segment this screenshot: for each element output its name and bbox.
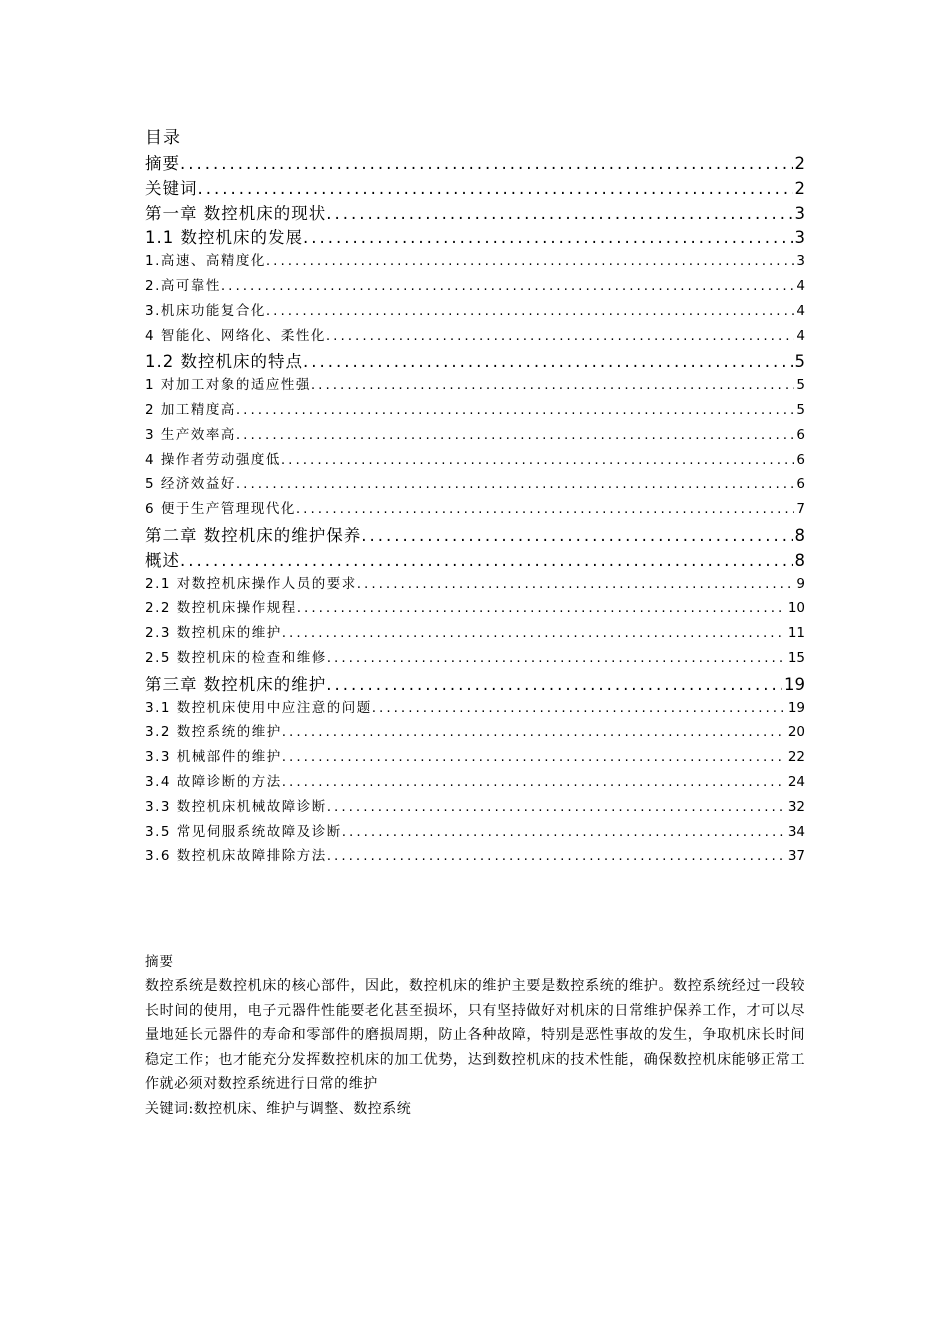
keywords-line: 关键词:数控机床、维护与调整、数控系统 (145, 1100, 412, 1117)
toc-leader-dots (326, 675, 782, 694)
toc-entry[interactable] (145, 547, 805, 572)
toc-entry[interactable] (145, 150, 805, 175)
toc-entry-page: 19 (787, 699, 805, 716)
toc-entry-label: 3.3 数控机床机械故障诊断 (145, 798, 327, 815)
toc-entry[interactable] (145, 820, 805, 845)
toc-entry-label: 1.高速、高精度化 (145, 253, 266, 270)
toc-leader-dots (198, 179, 793, 198)
toc-entry-page: 5 (794, 352, 805, 372)
abstract-section (145, 950, 805, 1121)
toc-entry[interactable] (145, 497, 805, 522)
toc-entry-page: 2 (794, 154, 805, 173)
toc-entry-page: 5 (796, 377, 805, 394)
toc-entry[interactable] (145, 249, 805, 274)
toc-entry-label: 2.5 数控机床的检查和维修 (145, 649, 327, 666)
toc-entry[interactable] (145, 472, 805, 497)
toc-entry[interactable] (145, 448, 805, 473)
toc-entry-label: 第三章 数控机床的维护 (145, 674, 327, 694)
toc-entry-page: 19 (784, 674, 805, 694)
toc-entry-page: 9 (796, 575, 805, 592)
toc-entry[interactable] (145, 844, 805, 869)
toc-leader-dots (282, 724, 786, 740)
toc-leader-dots (327, 848, 786, 864)
toc-entry-label: 2 加工精度高 (145, 401, 236, 418)
toc-leader-dots (303, 352, 793, 371)
toc-entry-label: 3.3 机械部件的维护 (145, 749, 282, 766)
toc-entry-page: 3 (794, 228, 805, 248)
toc-entry-page: 24 (787, 773, 805, 790)
toc-entry[interactable] (145, 348, 805, 373)
toc-entry-label: 3.6 数控机床故障排除方法 (145, 848, 327, 865)
toc-entry[interactable] (145, 324, 805, 349)
toc-entry[interactable] (145, 671, 805, 696)
toc-entry-page: 10 (787, 600, 805, 617)
toc-entry-page: 4 (796, 327, 805, 344)
toc-entry-label: 2.高可靠性 (145, 277, 221, 294)
toc-entry-label: 1.1 数控机床的发展 (145, 228, 303, 248)
toc-leader-dots (326, 204, 792, 223)
toc-leader-dots (296, 501, 795, 517)
toc-entry-label: 6 便于生产管理现代化 (145, 501, 296, 518)
toc-leader-dots (236, 427, 795, 443)
toc-entry-label: 1 对加工对象的适应性强 (145, 377, 311, 394)
toc-entry-page: 6 (796, 476, 805, 493)
toc-entry-label: 摘要 (145, 154, 180, 173)
toc-leader-dots (297, 600, 786, 616)
toc-entry[interactable] (145, 720, 805, 745)
toc-entry[interactable] (145, 373, 805, 398)
toc-entry[interactable] (145, 572, 805, 597)
toc-entry-page: 3 (796, 253, 805, 270)
toc-entry-page: 32 (787, 798, 805, 815)
toc-leader-dots (342, 824, 786, 840)
toc-entry-label: 3.机床功能复合化 (145, 302, 266, 319)
toc-entry-page: 15 (787, 649, 805, 666)
toc-leader-dots (282, 774, 786, 790)
toc-entry[interactable] (145, 621, 805, 646)
abstract-heading: 摘要 (145, 954, 174, 970)
toc-entry[interactable] (145, 175, 805, 200)
toc-entry-page: 8 (794, 525, 805, 545)
toc-entry-page: 2 (794, 178, 805, 198)
toc-entry-label: 概述 (145, 550, 180, 570)
toc-entry-label: 2.1 对数控机床操作人员的要求 (145, 575, 357, 592)
toc-entry-page: 6 (796, 426, 805, 443)
toc-entry[interactable] (145, 224, 805, 249)
toc-entry-label: 3.4 故障诊断的方法 (145, 773, 282, 790)
toc-entry-page: 6 (796, 451, 805, 468)
toc-leader-dots (180, 551, 793, 570)
toc-entry-label: 5 经济效益好 (145, 476, 236, 493)
toc-entry-label: 第一章 数控机床的现状 (145, 203, 327, 223)
toc-leader-dots (361, 526, 792, 545)
toc-leader-dots (236, 476, 795, 492)
toc-entry-page: 5 (796, 401, 805, 418)
toc-entry-page: 3 (794, 203, 805, 223)
toc-entry-label: 3.1 数控机床使用中应注意的问题 (145, 699, 372, 716)
toc-entry[interactable] (145, 646, 805, 671)
toc-entry-page: 7 (796, 501, 805, 518)
toc-entry-page: 22 (787, 749, 805, 766)
toc-leader-dots (311, 377, 795, 393)
toc-leader-dots (326, 328, 795, 344)
toc-leader-dots (266, 303, 795, 319)
toc-entry-label: 3 生产效率高 (145, 426, 236, 443)
abstract-body: 数控系统是数控机床的核心部件，因此，数控机床的维护主要是数控系统的维护。数控系统经过一段较长时间的使用，电子元器件性能要老化甚至损坏，只有坚持做好对机床的日常维护保养工作，才可以尽量地延长元器件的寿命和零部件的磨损周期，防止各种故障，特别是恶性事故的发生，争取机床长时间稳定工作；也才能充分发挥数控机床的加工优势，达到数控机床的技术性能，确保数控机床能够正常工作就必须对数控系统进行日常的维护 (145, 978, 805, 1093)
toc-entry[interactable] (145, 200, 805, 225)
toc-entry[interactable] (145, 398, 805, 423)
toc-title: 目录 (145, 128, 181, 148)
toc-entry-label: 3.2 数控系统的维护 (145, 724, 282, 741)
toc-entry-label: 3.5 常见伺服系统故障及诊断 (145, 823, 342, 840)
toc-entry[interactable] (145, 522, 805, 547)
toc-leader-dots (327, 799, 786, 815)
toc-leader-dots (236, 402, 795, 418)
toc-entry-label: 4 操作者劳动强度低 (145, 451, 281, 468)
toc-entry[interactable] (145, 274, 805, 299)
toc-leader-dots (372, 700, 786, 716)
toc-leader-dots (281, 452, 795, 468)
toc-entry[interactable] (145, 596, 805, 621)
toc-entry-label: 2.3 数控机床的维护 (145, 625, 282, 642)
toc-entry-page: 8 (794, 550, 805, 570)
toc-leader-dots (221, 278, 795, 294)
toc-entry[interactable] (145, 745, 805, 770)
toc-entry-page: 11 (787, 625, 805, 642)
toc-entry-label: 4 智能化、网络化、柔性化 (145, 327, 326, 344)
toc-entry[interactable] (145, 299, 805, 324)
toc-leader-dots (282, 749, 786, 765)
toc-entry-page: 37 (787, 848, 805, 865)
toc-leader-dots (303, 228, 793, 247)
toc-entry[interactable] (145, 423, 805, 448)
toc-entry-page: 4 (796, 302, 805, 319)
toc-entry[interactable] (145, 696, 805, 721)
toc-entry-label: 2.2 数控机床操作规程 (145, 600, 297, 617)
toc-leader-dots (266, 253, 795, 269)
toc-leader-dots (180, 154, 793, 173)
toc-entry-page: 20 (787, 724, 805, 741)
toc-entry-label: 第二章 数控机床的维护保养 (145, 525, 362, 545)
toc-entry[interactable] (145, 795, 805, 820)
toc-leader-dots (357, 576, 795, 592)
toc-leader-dots (282, 625, 786, 641)
toc-entry-label: 关键词 (145, 178, 198, 198)
toc-entry[interactable] (145, 770, 805, 795)
toc-entry-page: 4 (796, 277, 805, 294)
toc-leader-dots (327, 650, 786, 666)
toc-entry-label: 1.2 数控机床的特点 (145, 352, 303, 372)
toc-entry-page: 34 (787, 823, 805, 840)
table-of-contents (145, 150, 805, 869)
